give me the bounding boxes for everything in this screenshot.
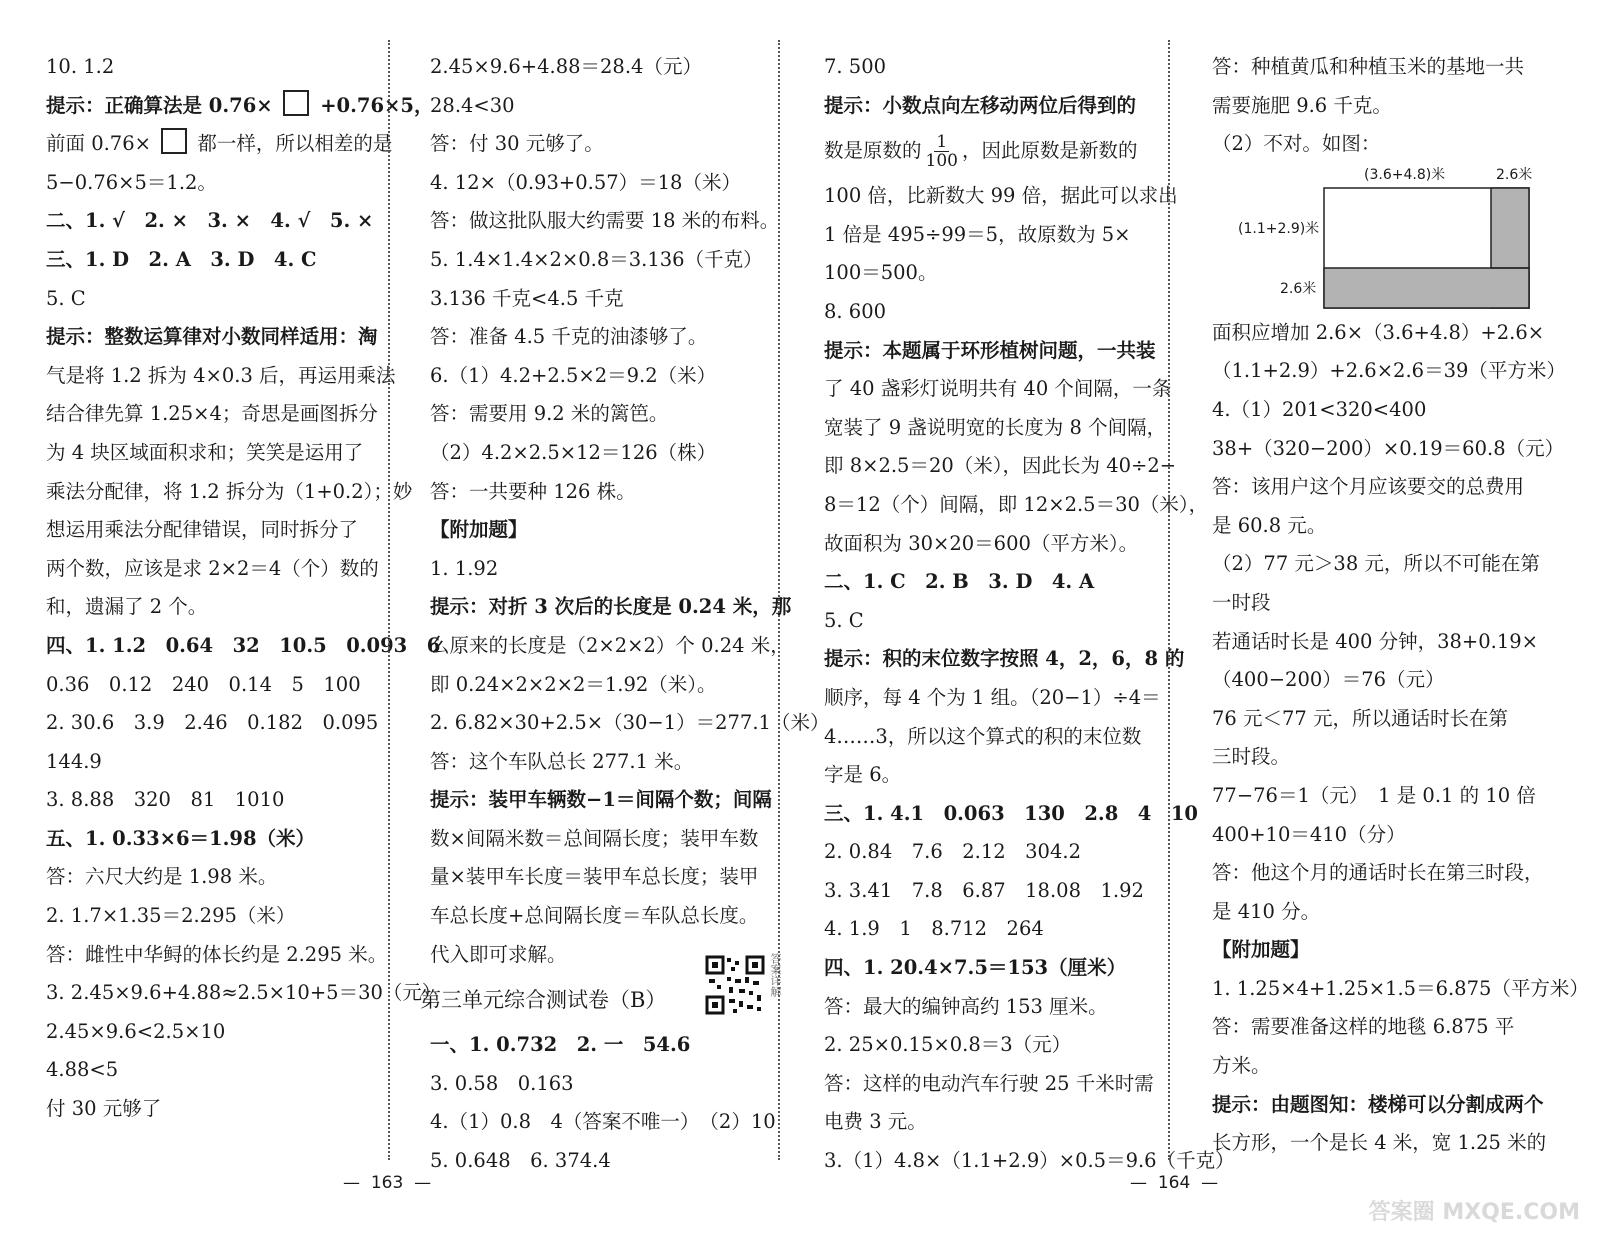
col4b-line: 4.（1）201<320<400 <box>1212 397 1427 421</box>
col3-line <box>824 125 1164 177</box>
fraction-line-lead: 数是原数的 <box>824 139 922 163</box>
col3-line: 字是 6。 <box>824 763 902 787</box>
col1-line <box>46 125 393 164</box>
col3-line: 5. C <box>824 608 864 632</box>
watermark-text: 答案圈 MXQE.COM <box>1368 1200 1580 1225</box>
col3-line: 1 倍是 495÷99＝5，故原数为 5× <box>824 222 1131 246</box>
divider-2 <box>778 40 780 1160</box>
col4b-line: 若通话时长是 400 分钟，38+0.19× <box>1212 629 1539 653</box>
col4b-line: 提示：由题图知：楼梯可以分割成两个 <box>1212 1092 1544 1116</box>
col3-line: 三、1. 4.1 0.063 130 2.8 4 10 <box>824 801 1198 825</box>
col1-line: 10. 1.2 <box>46 55 115 78</box>
col3-line: 3.（1）4.8×（1.1+2.9）×0.5＝9.6（千克） <box>824 1149 1235 1173</box>
col2a-line: 答：这个车队总长 277.1 米。 <box>430 749 694 773</box>
col3-line: 二、1. C 2. B 3. D 4. A <box>824 570 1095 594</box>
col3-line: 4……3，所以这个算式的积的末位数 <box>824 724 1142 748</box>
col2b-line: 5. 0.648 6. 374.4 <box>430 1149 611 1173</box>
col3-line: 顺序，每 4 个为 1 组。（20−1）÷4＝ <box>824 685 1161 709</box>
col2a-line: 车总长度+总间隔长度＝车队总长度。 <box>430 904 759 928</box>
col1-line <box>46 87 434 126</box>
col4b-line: 1. 1.25×4+1.25×1.5＝6.875（平方米） <box>1212 976 1589 1000</box>
qr-label: 答案详解 <box>769 953 782 997</box>
col4b-line: 38+（320−200）×0.19＝60.8（元） <box>1212 436 1565 460</box>
col1-line: 二、1. √ 2. × 3. × 4. √ 5. × <box>46 209 374 233</box>
col2a-line: 答：一共要种 126 株。 <box>430 479 636 503</box>
col3-line: 4. 1.9 1 8.712 264 <box>824 917 1044 941</box>
figure-top-label: (3.6+4.8)米 <box>1364 166 1446 183</box>
figure-left-label: (1.1+2.9)米 <box>1238 220 1320 237</box>
col2a-line: 1. 1.92 <box>430 556 499 580</box>
col1-line: 5. C <box>46 286 86 310</box>
area-figure <box>1212 164 1557 314</box>
col3-line: 100 倍，比新数大 99 倍，据此可以求出 <box>824 184 1178 208</box>
col1-line: 想运用乘法分配律错误，同时拆分了 <box>46 518 359 542</box>
col2a-line: 【附加题】 <box>430 518 528 542</box>
col3-line: 答：这样的电动汽车行驶 25 千米时需 <box>824 1071 1154 1095</box>
col4a-line: （2）不对。如图： <box>1212 132 1381 156</box>
page-number-right-text: 164 <box>1157 1173 1191 1193</box>
page-number-left: — 163 — <box>343 1173 432 1193</box>
blank-box-icon <box>161 128 187 154</box>
figure-top-right-label: 2.6米 <box>1496 166 1533 183</box>
col3-line: 7. 500 <box>824 55 887 78</box>
col2a-line: 答：需要用 9.2 米的篱笆。 <box>430 402 669 426</box>
col1-line: 答：雌性中华鲟的体长约是 2.295 米。 <box>46 942 388 966</box>
column-4 <box>1212 48 1589 1163</box>
col2a-line: 么原来的长度是（2×2×2）个 0.24 米， <box>430 633 790 657</box>
col4b-line: 77−76＝1（元） 1 是 0.1 的 10 倍 <box>1212 783 1536 807</box>
page-number-right: — 164 — <box>1130 1173 1219 1193</box>
col1-line: 3. 2.45×9.6+4.88≈2.5×10+5＝30（元） <box>46 981 442 1005</box>
column-3 <box>824 48 1235 1181</box>
col2a-line: 提示：装甲车辆数−1＝间隔个数；间隔 <box>430 788 772 812</box>
col3-line: 8. 600 <box>824 299 887 323</box>
blank-box-icon <box>283 90 309 116</box>
col3-line: 答：最大的编钟高约 153 厘米。 <box>824 994 1108 1018</box>
col3-line: 2. 25×0.15×0.8＝3（元） <box>824 1033 1072 1057</box>
col2b-line: 3. 0.58 0.163 <box>430 1071 574 1095</box>
col1-line: 2. 1.7×1.35＝2.295（米） <box>46 904 296 928</box>
col4a-line: 答：种植黄瓜和种植玉米的基地一共 <box>1212 55 1525 78</box>
col4b-line: 面积应增加 2.6×（3.6+4.8）+2.6× <box>1212 320 1545 344</box>
col2a-line: 4. 12×（0.93+0.57）＝18（米） <box>430 170 741 194</box>
text-segment: +0.76×5， <box>313 93 434 117</box>
watermark <box>1369 1195 1580 1226</box>
qr-code-icon <box>705 955 765 1015</box>
col1-line: 和，遗漏了 2 个。 <box>46 595 208 619</box>
col3-line: 了 40 盏彩灯说明共有 40 个间隔，一条 <box>824 377 1172 401</box>
col4b-line: 【附加题】 <box>1212 938 1310 962</box>
col2a-line: 28.4<30 <box>430 93 515 117</box>
col2b-line: 一、1. 0.732 2. 一 54.6 <box>430 1033 691 1057</box>
col1-line: 结合律先算 1.25×4；奇思是画图拆分 <box>46 402 378 426</box>
col2a-line: 5. 1.4×1.4×2×0.8＝3.136（千克） <box>430 247 763 271</box>
col2a-line: 3.136 千克<4.5 千克 <box>430 286 624 310</box>
column-1 <box>46 48 442 1129</box>
col1-line: 为 4 块区域面积求和；笑笑是运用了 <box>46 440 364 464</box>
col1-line: 乘法分配律，将 1.2 拆分为（1+0.2）；妙 <box>46 479 413 503</box>
fraction-denominator: 100 <box>925 151 958 172</box>
col4b-line: 长方形，一个是长 4 米，宽 1.25 米的 <box>1212 1131 1547 1155</box>
col1-line: 0.36 0.12 240 0.14 5 100 <box>46 672 361 696</box>
figure-bottom-left-label: 2.6米 <box>1280 280 1317 297</box>
col3-line: 四、1. 20.4×7.5＝153（厘米） <box>824 956 1127 980</box>
col2a-line: 提示：对折 3 次后的长度是 0.24 米，那 <box>430 595 792 619</box>
col4b-line: 答：需要准备这样的地毯 6.875 平 <box>1212 1015 1515 1039</box>
col1-line: 3. 8.88 320 81 1010 <box>46 788 285 812</box>
col4b-line: 是 60.8 元。 <box>1212 513 1327 537</box>
col2a-line: 量×装甲车长度＝装甲车总长度；装甲 <box>430 865 759 889</box>
col4b-line: （400−200）＝76（元） <box>1212 668 1445 692</box>
col2a-line: 答：准备 4.5 千克的油漆够了。 <box>430 325 708 349</box>
col4b-line: （1.1+2.9）+2.6×2.6＝39（平方米） <box>1212 359 1566 383</box>
col2a-line: 2. 6.82×30+2.5×（30−1）＝277.1（米） <box>430 711 830 735</box>
col1-line: 4.88<5 <box>46 1058 119 1082</box>
col2b-line: 4.（1）0.8 4（答案不唯一） （2）10 <box>430 1110 776 1134</box>
col1-line: 144.9 <box>46 749 102 773</box>
col2a-line: 代入即可求解。 <box>430 942 567 966</box>
col4b-line: 76 元＜77 元，所以通话时长在第 <box>1212 706 1509 730</box>
col4b-line: （2）77 元＞38 元，所以不可能在第 <box>1212 552 1540 576</box>
col1-line: 5−0.76×5＝1.2。 <box>46 170 217 194</box>
col1-line: 五、1. 0.33×6＝1.98（米） <box>46 826 316 850</box>
col2a-line: 答：做这批队服大约需要 18 米的布料。 <box>430 209 780 233</box>
col3-line: 2. 0.84 7.6 2.12 304.2 <box>824 840 1081 864</box>
fraction-numerator: 1 <box>936 132 948 153</box>
text-segment: 提示：正确算法是 0.76× <box>46 93 280 117</box>
col2a-line: 答：付 30 元够了。 <box>430 132 604 156</box>
col1-line: 气是将 1.2 拆为 4×0.3 后，再运用乘法 <box>46 363 396 387</box>
col3-line: 故面积为 30×20＝600（平方米）。 <box>824 531 1139 555</box>
col1-line: 两个数，应该是求 2×2＝4（个）数的 <box>46 556 379 580</box>
page-number-left-text: 163 <box>370 1173 404 1193</box>
col3-line: 电费 3 元。 <box>824 1110 927 1134</box>
col4b-line: 400+10＝410（分） <box>1212 822 1406 846</box>
col2a-line: 6.（1）4.2+2.5×2＝9.2（米） <box>430 363 717 387</box>
col3-line: 提示：本题属于环形植树问题，一共装 <box>824 338 1156 362</box>
col4b-line: 一时段 <box>1212 590 1271 614</box>
col1-line: 四、1. 1.2 0.64 32 10.5 0.093 6 <box>46 633 441 657</box>
col3-line: 提示：小数点向左移动两位后得到的 <box>824 93 1137 117</box>
text-segment: 都一样，所以相差的是 <box>191 132 393 156</box>
section-title-text: 第三单元综合测试卷（B） <box>420 988 667 1013</box>
col1-line: 付 30 元够了 <box>46 1097 162 1121</box>
col3-line: 宽装了 9 盏说明宽的长度为 8 个间隔， <box>824 415 1167 439</box>
col1-line: 答：六尺大约是 1.98 米。 <box>46 865 278 889</box>
col3-line: 提示：积的末位数字按照 4，2，6，8 的 <box>824 647 1185 671</box>
col4b-line: 三时段。 <box>1212 745 1291 769</box>
col3-line: 即 8×2.5＝20（米），因此长为 40÷2− <box>824 454 1177 478</box>
col1-line: 三、1. D 2. A 3. D 4. C <box>46 247 317 271</box>
col3-line: 3. 3.41 7.8 6.87 18.08 1.92 <box>824 878 1144 902</box>
col4b-line: 答：该用户这个月应该要交的总费用 <box>1212 475 1525 499</box>
col4b-line: 是 410 分。 <box>1212 899 1321 923</box>
fraction-line-tail: ，因此原数是新数的 <box>961 139 1138 163</box>
col4a-line: 需要施肥 9.6 千克。 <box>1212 93 1392 117</box>
col2a-line: 2.45×9.6+4.88＝28.4（元） <box>430 55 702 78</box>
col1-line: 2. 30.6 3.9 2.46 0.182 0.095 <box>46 711 379 735</box>
col1-line: 2.45×9.6<2.5×10 <box>46 1019 226 1043</box>
fraction <box>926 133 958 170</box>
text-segment: 前面 0.76× <box>46 132 158 156</box>
col2a-line: 即 0.24×2×2×2＝1.92（米）。 <box>430 672 717 696</box>
divider-3 <box>1168 40 1170 1160</box>
col4b-line: 答：他这个月的通话时长在第三时段， <box>1212 861 1544 885</box>
divider-1 <box>388 40 390 1160</box>
col1-line: 提示：整数运算律对小数同样适用：淘 <box>46 325 378 349</box>
col2a-line: （2）4.2×2.5×12＝126（株） <box>430 440 717 464</box>
col2a-line: 数×间隔米数＝总间隔长度；装甲车数 <box>430 826 759 850</box>
col3-line: 8＝12（个）间隔，即 12×2.5＝30（米）， <box>824 492 1209 516</box>
col4b-line: 方米。 <box>1212 1054 1271 1078</box>
col3-line: 100＝500。 <box>824 261 938 285</box>
